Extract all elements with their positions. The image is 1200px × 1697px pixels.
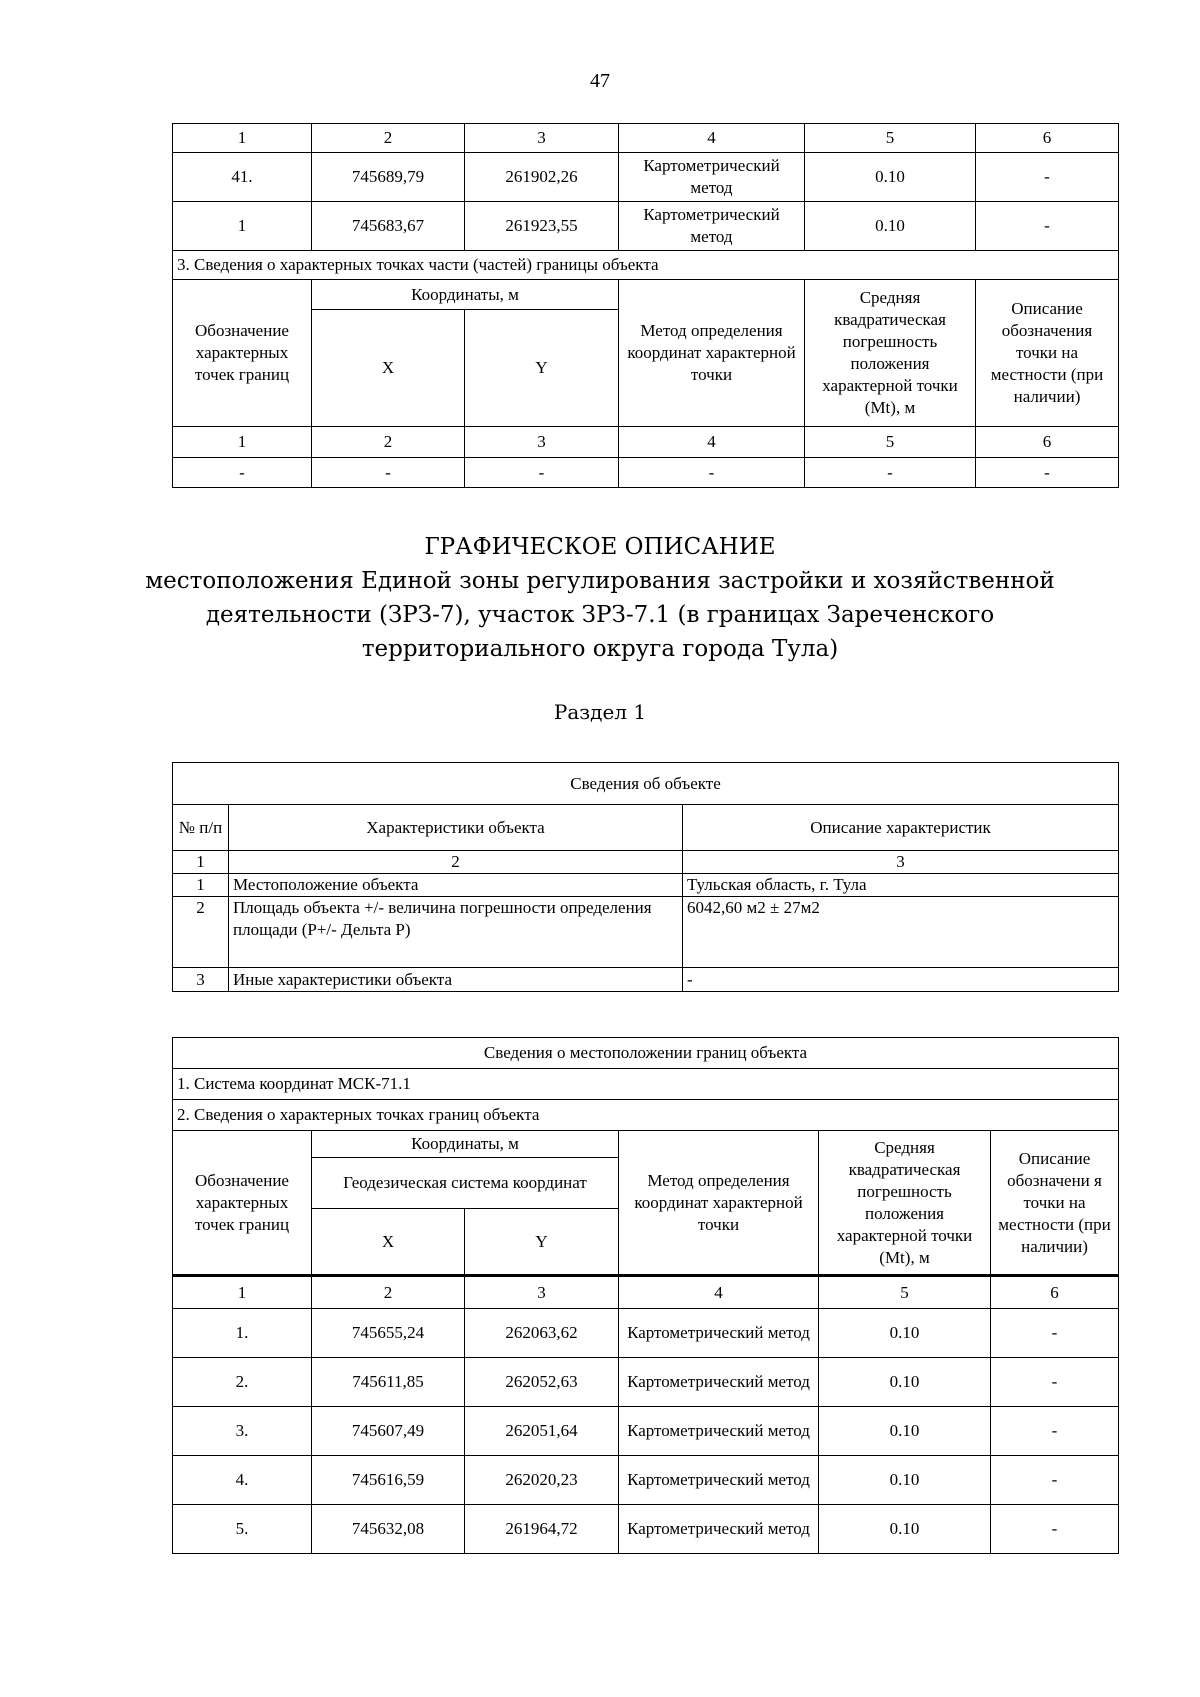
y-header: Y xyxy=(465,310,619,427)
description-cell: - xyxy=(683,968,1119,992)
empty-cell: - xyxy=(465,458,619,488)
x-header: X xyxy=(312,310,465,427)
y-cell: 262020,23 xyxy=(465,1456,619,1505)
page-number: 47 xyxy=(590,70,610,92)
col-number: 5 xyxy=(805,124,976,153)
point-cell: 4. xyxy=(173,1456,312,1505)
location-info-title: Сведения о местоположении границ объекта xyxy=(173,1038,1119,1069)
number-header: № п/п xyxy=(173,805,229,851)
empty-cell: - xyxy=(312,458,465,488)
subtitle-line: деятельности (ЗРЗ-7), участок ЗРЗ-7.1 (в границах Зареченского xyxy=(205,602,995,628)
col-number: 3 xyxy=(465,124,619,153)
col-number: 4 xyxy=(619,124,805,153)
method-cell: Картометрический метод xyxy=(619,1456,819,1505)
method-header: Метод определения координат характерной точки xyxy=(619,280,805,427)
error-header: Средняя квадратическая погрешность положения характерной точки (Mt), м xyxy=(805,280,976,427)
point-cell: 3. xyxy=(173,1407,312,1456)
empty-cell: - xyxy=(173,458,312,488)
col-number: 1 xyxy=(173,124,312,153)
error-cell: 0.10 xyxy=(819,1407,991,1456)
number-cell: 1 xyxy=(173,874,229,897)
col-number: 1 xyxy=(173,1276,312,1309)
col-number: 3 xyxy=(683,851,1119,874)
number-cell: 3 xyxy=(173,968,229,992)
x-cell: 745632,08 xyxy=(312,1505,465,1554)
point-cell: 41. xyxy=(173,153,312,202)
point-cell: 1 xyxy=(173,202,312,251)
table-row xyxy=(173,153,1119,202)
y-cell: 262052,63 xyxy=(465,1358,619,1407)
x-cell: 745611,85 xyxy=(312,1358,465,1407)
y-header: Y xyxy=(465,1209,619,1276)
boundary-points-table xyxy=(172,1037,1119,1554)
document-title: ГРАФИЧЕСКОЕ ОПИСАНИЕ xyxy=(424,534,776,560)
y-cell: 261964,72 xyxy=(465,1505,619,1554)
error-cell: 0.10 xyxy=(819,1505,991,1554)
error-cell: 0.10 xyxy=(819,1456,991,1505)
y-cell: 261902,26 xyxy=(465,153,619,202)
error-header: Средняя квадратическая погрешность положения характерной точки (Mt), м xyxy=(819,1131,991,1276)
column-number-row xyxy=(173,427,1119,458)
col-number: 4 xyxy=(619,427,805,458)
empty-cell: - xyxy=(976,458,1119,488)
object-info-table xyxy=(172,762,1119,992)
characteristic-cell: Площадь объекта +/- величина погрешности определения площади (P+/- Дельта P) xyxy=(229,897,683,968)
y-cell: 262051,64 xyxy=(465,1407,619,1456)
coordinate-system: 1. Система координат МСК-71.1 xyxy=(173,1069,1119,1100)
col-number: 5 xyxy=(805,427,976,458)
table-row xyxy=(173,202,1119,251)
error-cell: 0.10 xyxy=(819,1309,991,1358)
col-number: 3 xyxy=(465,427,619,458)
point-cell: 2. xyxy=(173,1358,312,1407)
col-number: 4 xyxy=(619,1276,819,1309)
x-cell: 745683,67 xyxy=(312,202,465,251)
characteristic-cell: Местоположение объекта xyxy=(229,874,683,897)
desc-cell: - xyxy=(991,1407,1119,1456)
column-number-row xyxy=(173,1276,1119,1309)
description-header: Описание обозначения точки на местности (при наличии) xyxy=(976,280,1119,427)
characteristic-header: Характеристики объекта xyxy=(229,805,683,851)
col-number: 3 xyxy=(465,1276,619,1309)
method-cell: Картометрический метод xyxy=(619,153,805,202)
desc-cell: - xyxy=(976,202,1119,251)
method-cell: Картометрический метод xyxy=(619,1358,819,1407)
column-number-row xyxy=(173,851,1119,874)
desc-cell: - xyxy=(991,1358,1119,1407)
table-row xyxy=(173,897,1119,968)
x-cell: 745607,49 xyxy=(312,1407,465,1456)
empty-cell: - xyxy=(619,458,805,488)
description-cell: 6042,60 м2 ± 27м2 xyxy=(683,897,1119,968)
description-header: Описание характеристик xyxy=(683,805,1119,851)
section-title: Раздел 1 xyxy=(553,700,647,724)
col-number: 5 xyxy=(819,1276,991,1309)
table-row xyxy=(173,1309,1119,1358)
number-cell: 2 xyxy=(173,897,229,968)
method-cell: Картометрический метод xyxy=(619,1309,819,1358)
method-cell: Картометрический метод xyxy=(619,1407,819,1456)
geodetic-system-header: Геодезическая система координат xyxy=(312,1158,619,1209)
description-header: Описание обозначени я точки на местности (при наличии) xyxy=(991,1131,1119,1276)
error-cell: 0.10 xyxy=(805,202,976,251)
desc-cell: - xyxy=(976,153,1119,202)
method-header: Метод определения координат характерной точки xyxy=(619,1131,819,1276)
col-number: 6 xyxy=(976,124,1119,153)
method-cell: Картометрический метод xyxy=(619,1505,819,1554)
document-subtitle xyxy=(0,564,1200,666)
y-cell: 262063,62 xyxy=(465,1309,619,1358)
table-row xyxy=(173,968,1119,992)
coordinates-header: Координаты, м xyxy=(312,1131,619,1158)
col-number: 2 xyxy=(312,1276,465,1309)
table-row xyxy=(173,874,1119,897)
point-designation-header: Обозначение характерных точек границ xyxy=(173,280,312,427)
characteristic-cell: Иные характеристики объекта xyxy=(229,968,683,992)
section-2-title: 2. Сведения о характерных точках границ объекта xyxy=(173,1100,1119,1131)
table-row xyxy=(173,1505,1119,1554)
error-cell: 0.10 xyxy=(805,153,976,202)
table-row xyxy=(173,1456,1119,1505)
col-number: 2 xyxy=(312,427,465,458)
x-header: X xyxy=(312,1209,465,1276)
y-cell: 261923,55 xyxy=(465,202,619,251)
col-number: 2 xyxy=(312,124,465,153)
section-3-title: 3. Сведения о характерных точках части (частей) границы объекта xyxy=(173,251,1119,280)
col-number: 2 xyxy=(229,851,683,874)
subtitle-line: местоположения Единой зоны регулирования застройки и хозяйственной xyxy=(145,568,1055,594)
subtitle-line: территориального округа города Тула) xyxy=(361,636,839,662)
column-number-row xyxy=(173,124,1119,153)
description-cell: Тульская область, г. Тула xyxy=(683,874,1119,897)
method-cell: Картометрический метод xyxy=(619,202,805,251)
x-cell: 745655,24 xyxy=(312,1309,465,1358)
error-cell: 0.10 xyxy=(819,1358,991,1407)
col-number: 1 xyxy=(173,427,312,458)
boundary-points-table-continued xyxy=(172,123,1119,488)
point-designation-header: Обозначение характерных точек границ xyxy=(173,1131,312,1276)
object-info-title: Сведения об объекте xyxy=(173,763,1119,805)
x-cell: 745689,79 xyxy=(312,153,465,202)
point-cell: 5. xyxy=(173,1505,312,1554)
desc-cell: - xyxy=(991,1309,1119,1358)
table-row xyxy=(173,1358,1119,1407)
col-number: 6 xyxy=(976,427,1119,458)
table-row xyxy=(173,1407,1119,1456)
point-cell: 1. xyxy=(173,1309,312,1358)
desc-cell: - xyxy=(991,1456,1119,1505)
empty-row xyxy=(173,458,1119,488)
coordinates-header: Координаты, м xyxy=(312,280,619,310)
col-number: 1 xyxy=(173,851,229,874)
col-number: 6 xyxy=(991,1276,1119,1309)
empty-cell: - xyxy=(805,458,976,488)
x-cell: 745616,59 xyxy=(312,1456,465,1505)
desc-cell: - xyxy=(991,1505,1119,1554)
